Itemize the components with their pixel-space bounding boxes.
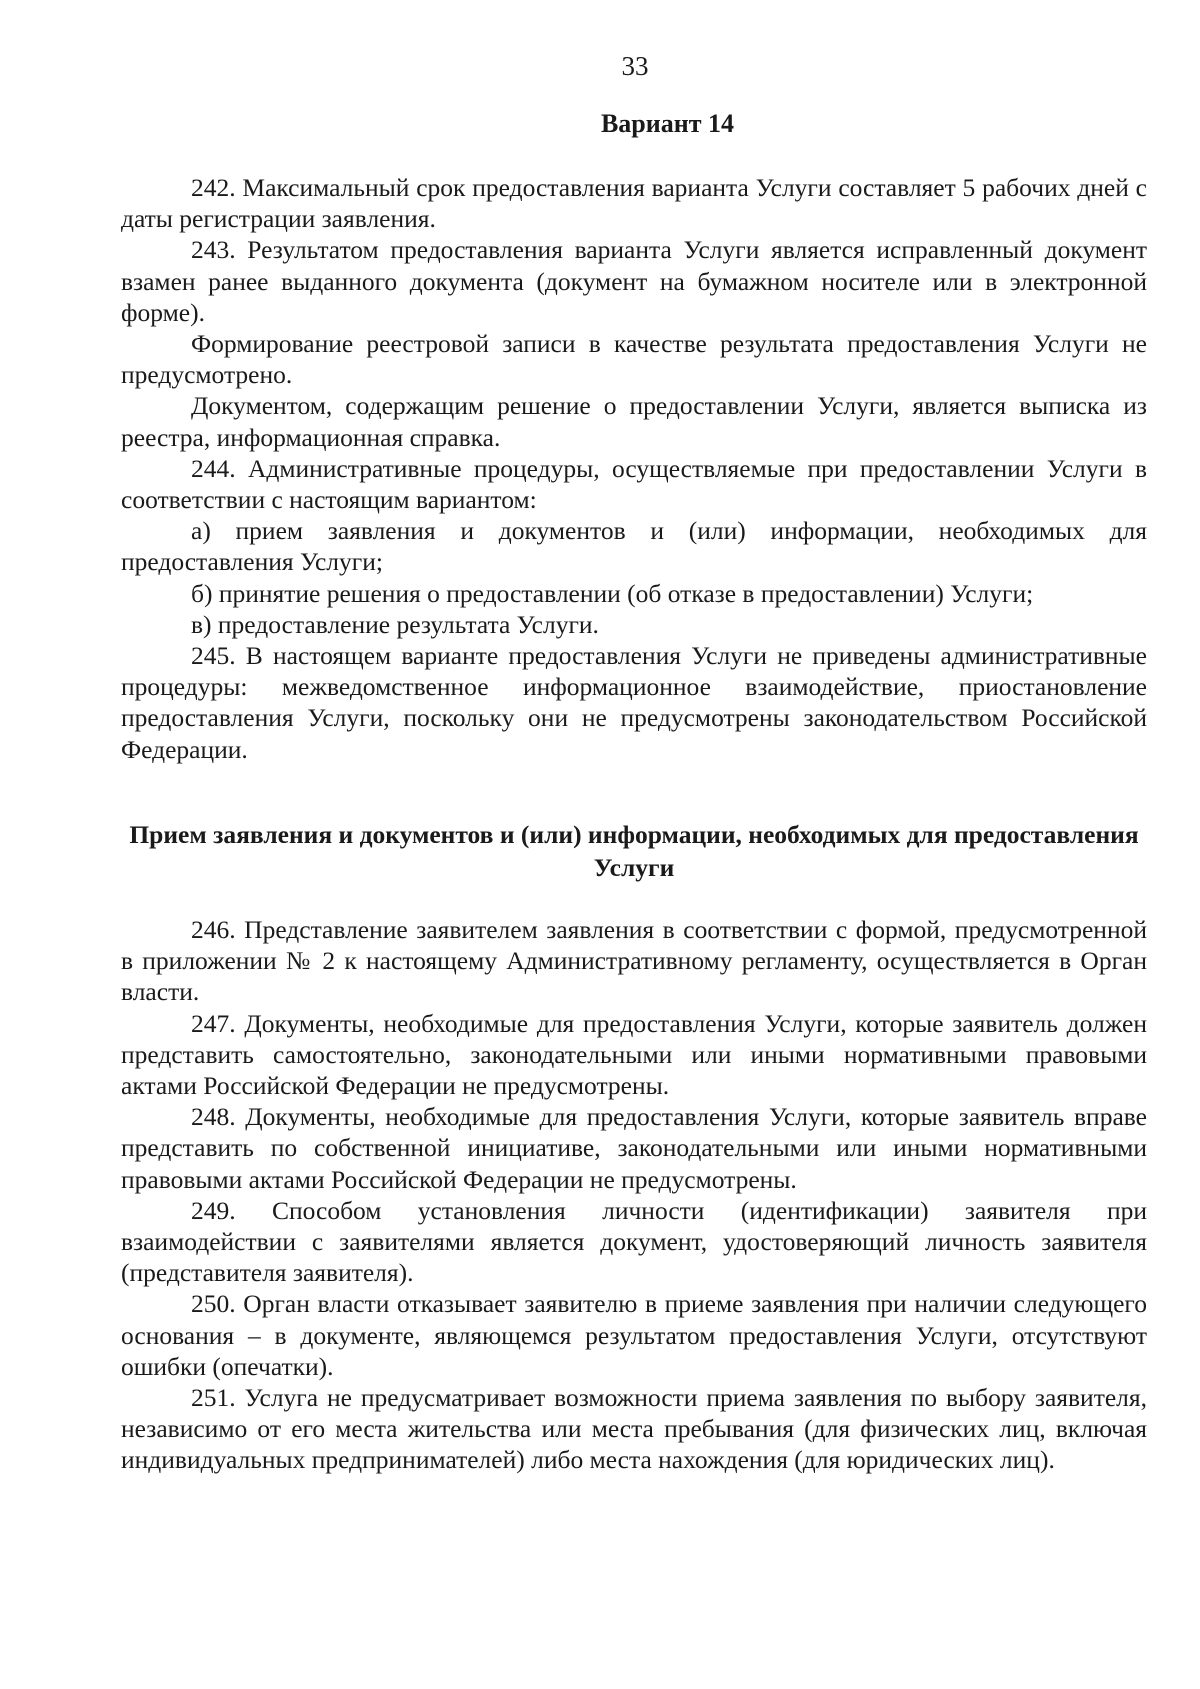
paragraph-245: 245. В настоящем варианте предоставления Услуги не приведены административные процедуры: межведомственное информационное взаимодействие, приостановление предоставления Услуги, поскольку они не предусмотрены законодательством Российской Федерации. <box>121 641 1147 764</box>
paragraph-244: 244. Административные процедуры, осуществляемые при предоставлении Услуги в соответствии с настоящим вариантом: <box>121 453 1147 515</box>
page-number: 33 <box>621 51 649 81</box>
paragraph-246: 246. Представление заявителем заявления в соответствии с формой, предусмотренной в приложении № 2 к настоящему Административному регламенту, осуществляется в Орган власти. <box>121 915 1147 1007</box>
variant-paragraphs <box>121 172 1147 765</box>
paragraph-decision-document: Документом, содержащим решение о предоставлении Услуги, является выписка из реестра, информационная справка. <box>121 391 1147 452</box>
list-item-a: а) прием заявления и документов и (или) информации, необходимых для предоставления Услуги; <box>121 516 1147 577</box>
paragraph-registry-entry: Формирование реестровой записи в качестве результата предоставления Услуги не предусмотрено. <box>121 329 1147 390</box>
paragraph-249: 249. Способом установления личности (идентификации) заявителя при взаимодействии с заявителями является документ, удостоверяющий личность заявителя (представителя заявителя). <box>121 1195 1147 1288</box>
paragraph-243: 243. Результатом предоставления варианта Услуги является исправленный документ взамен ранее выданного документа (документ на бумажном носителе или в электронной форме). <box>121 235 1147 327</box>
list-item-b: б) принятие решения о предоставлении (об отказе в предоставлении) Услуги; <box>191 578 1034 608</box>
paragraph-242: 242. Максимальный срок предоставления варианта Услуги составляет 5 рабочих дней с даты регистрации заявления. <box>121 173 1147 234</box>
variant-title: Вариант 14 <box>600 109 735 138</box>
paragraph-251: 251. Услуга не предусматривает возможности приема заявления по выбору заявителя, независимо от его места жительства или места пребывания (для физических лиц, включая индивидуальных предпринимателей) либо места нахождения (для юридических лиц). <box>121 1383 1147 1475</box>
list-item-c: в) предоставление результата Услуги. <box>191 609 599 639</box>
section-paragraphs <box>121 914 1147 1476</box>
paragraph-250: 250. Орган власти отказывает заявителю в приеме заявления при наличии следующего основания – в документе, являющемся результатом предоставления Услуги, отсутствуют ошибки (опечатки). <box>121 1289 1147 1381</box>
section-heading: Прием заявления и документов и (или) информации, необходимых для предоставления Услуги <box>129 820 1139 882</box>
paragraph-248: 248. Документы, необходимые для предоставления Услуги, которые заявитель вправе представить по собственной инициативе, законодательными или иными нормативными правовыми актами Российской Федерации не предусмотрены. <box>121 1102 1147 1194</box>
paragraph-247: 247. Документы, необходимые для предоставления Услуги, которые заявитель должен представить самостоятельно, законодательными или иными нормативными правовыми актами Российской Федерации не предусмотрены. <box>121 1008 1147 1101</box>
